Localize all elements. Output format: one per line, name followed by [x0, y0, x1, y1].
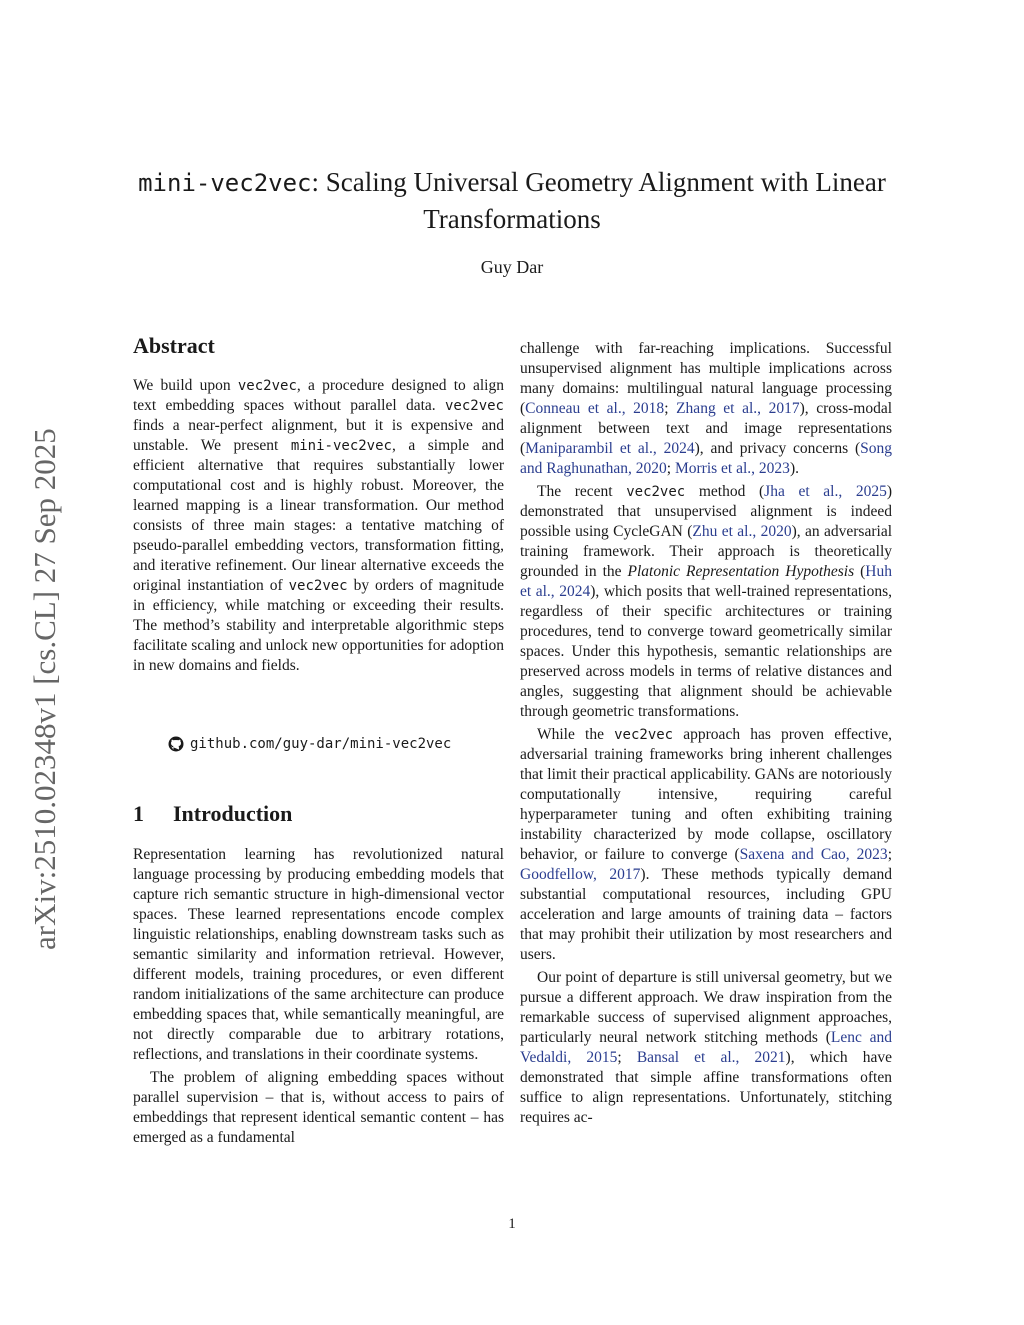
right-paragraph-4: Our point of departure is still universal geometry, but we pursue a different approach. We draw inspiration from the remarkable success of supervised alignment approaches, particularly neural network stitching methods (Lenc and Vedaldi, 2015; Bansal et al., 2021), which have demonstrated that simple affine transformations often suffice to align representations. Unfortunately, stitching requires ac- — [520, 969, 893, 1126]
abstract-heading: Abstract — [133, 333, 215, 358]
github-icon — [168, 736, 184, 752]
code-term: vec2vec — [237, 378, 297, 394]
code-term: vec2vec — [626, 484, 686, 500]
citation-link[interactable]: Saxena and Cao, 2023 — [739, 846, 888, 863]
code-term: vec2vec — [614, 727, 674, 743]
citation-link[interactable]: Morris et al., 2023 — [674, 460, 790, 477]
abstract-paragraph: We build upon vec2vec, a procedure designed to align text embedding spaces without parallel data. vec2vec finds a near-perfect alignment, but it is expensive and unstable. We present mini-vec2vec, a simple and efficient alternative that requires substantially lower computational cost and is highly robust. Moreover, the learned mapping is a linear transformation. Our method consists of three main stages: a tentative matching of pseudo-parallel embedding vectors, transformation fitting, and iterative refinement. Our linear alternative exceeds the original instantiation of vec2vec by orders of magnitude in efficiency, while matching or exceeding their results. The method’s stability and interpretable algorithmic steps facilitate scaling and unlock new opportunities for adoption in new domains and fields. — [133, 377, 504, 674]
citation-link[interactable]: Jha et al., 2025 — [764, 483, 887, 500]
repo-link-text[interactable]: github.com/guy-dar/mini-vec2vec — [190, 736, 452, 752]
right-paragraph-3: While the vec2vec approach has proven effective, adversarial training frameworks bring inherent challenges that limit their practical applicability. GANs are notoriously computationally intensive, requiring careful hyperparameter tuning and often exhibiting training instability characterized by mode collapse, oscillatory behavior, or failure to converge (Saxena and Cao, 2023; Goodfellow, 2017). These methods typically demand substantial computational resources, including GPU acceleration and large amounts of training data – factors that may prohibit their utilization by most researchers and users. — [520, 726, 893, 963]
citation-link[interactable]: Zhang et al., 2017 — [676, 400, 800, 417]
right-paragraph-1: challenge with far-reaching implications. Successful unsupervised alignment has multiple implications across many domains: multilingual natural language processing (Conneau et al., 2018; Zhang et al., 2017), cross-modal alignment between text and image representations (Maniparambil et al., 2024), and privacy concerns (Song and Raghunathan, 2020; Morris et al., 2023). — [520, 340, 892, 477]
intro-paragraph-1: Representation learning has revolutionized natural language processing by producing embedding models that capture rich semantic structure in high-dimensional vector spaces. These learned representations encode complex linguistic relationships, enabling downstream tasks such as semantic similarity and information retrieval. However, different models, training procedures, or even different random initializations of the same architecture can produce embedding spaces that, while semantically meaningful, are not directly comparable due to arbitrary rotations, reflections, and translations in their coordinate systems. — [133, 846, 504, 1063]
intro-paragraph-2: The problem of aligning embedding spaces without parallel supervision – that is, without access to pairs of embeddings that represent identical semantic content – has emerged as a fundamental — [133, 1069, 504, 1146]
citation-link[interactable]: Goodfellow, 2017 — [520, 866, 641, 883]
section-heading — [133, 801, 292, 827]
section-number: 1 — [133, 801, 144, 826]
code-term: mini-vec2vec — [290, 438, 392, 454]
citation-link[interactable]: Maniparambil et al., 2024 — [525, 440, 695, 457]
title-code: mini-vec2vec — [138, 169, 312, 197]
title-text: : Scaling Universal Geometry Alignment with Linear Transformations — [311, 167, 886, 234]
code-term: vec2vec — [444, 398, 504, 414]
emphasis: Platonic Representation Hypothesis — [627, 563, 855, 580]
citation-link[interactable]: Zhu et al., 2020 — [692, 523, 792, 540]
intro-body — [133, 845, 504, 1148]
citation-link[interactable]: Huh et al., 2024 — [520, 563, 892, 600]
arxiv-stamp: arXiv:2510.02348v1 [cs.CL] 27 Sep 2025 — [27, 428, 62, 950]
right-paragraph-2: The recent vec2vec method (Jha et al., 2025) demonstrated that unsupervised alignment is indeed possible using CycleGAN (Zhu et al., 2020), an adversarial training framework. Their approach is theoretically grounded in the Platonic Representation Hypothesis (Huh et al., 2024), which posits that well-trained representations, regardless of their specific architectures or training procedures, tend to converge toward geometrically similar spaces. Under this hypothesis, semantic relationships are preserved across models in terms of relative distances and angles, suggesting that alignment should be achievable through geometric transformations. — [520, 483, 893, 720]
repo-link[interactable] — [168, 734, 451, 754]
paper-title — [120, 164, 904, 237]
abstract-body — [133, 376, 504, 676]
citation-link[interactable]: Lenc and Vedaldi, 2015 — [520, 1029, 893, 1066]
citation-link[interactable]: Bansal et al., 2021 — [636, 1049, 786, 1066]
author: Guy Dar — [480, 257, 544, 277]
page-number: 1 — [508, 1216, 516, 1232]
section-title: Introduction — [173, 801, 293, 826]
right-column — [520, 339, 892, 1128]
citation-link[interactable]: Song and Raghunathan, 2020 — [520, 440, 892, 477]
code-term: vec2vec — [288, 578, 348, 594]
citation-link[interactable]: Conneau et al., 2018 — [525, 400, 665, 417]
